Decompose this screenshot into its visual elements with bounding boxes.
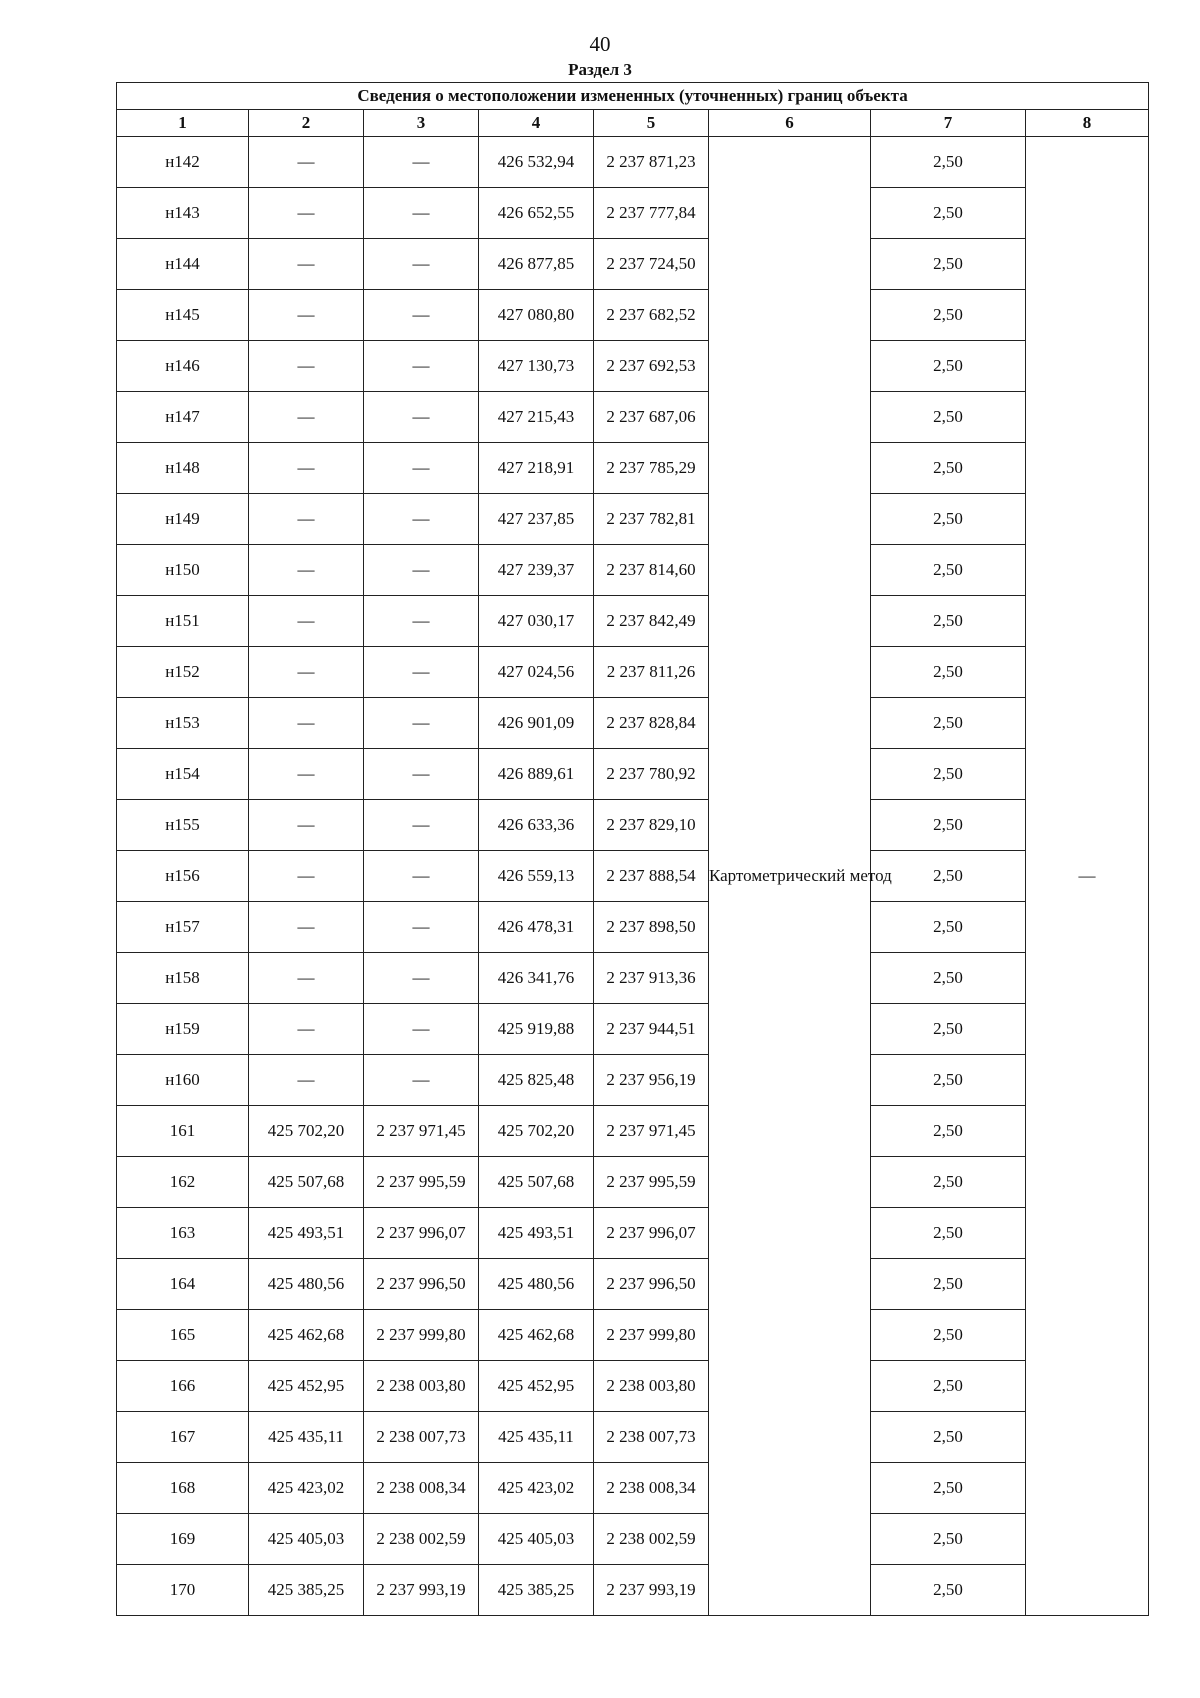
cell-point: н160 [117, 1055, 249, 1106]
cell-y: 2 237 956,19 [594, 1055, 709, 1106]
cell-x: 426 633,36 [479, 800, 594, 851]
cell-x: 425 825,48 [479, 1055, 594, 1106]
cell-x: 425 702,20 [479, 1106, 594, 1157]
column-header: 7 [871, 110, 1026, 137]
cell-x: 426 559,13 [479, 851, 594, 902]
cell-x: 426 877,85 [479, 239, 594, 290]
cell-x: 427 215,43 [479, 392, 594, 443]
cell-accuracy: 2,50 [871, 1259, 1026, 1310]
cell-y: 2 237 780,92 [594, 749, 709, 800]
cell-old-x: — [249, 851, 364, 902]
cell-old-x: — [249, 749, 364, 800]
cell-point: 164 [117, 1259, 249, 1310]
cell-accuracy: 2,50 [871, 1412, 1026, 1463]
cell-x: 425 452,95 [479, 1361, 594, 1412]
cell-old-y: — [364, 902, 479, 953]
cell-y: 2 237 842,49 [594, 596, 709, 647]
cell-accuracy: 2,50 [871, 290, 1026, 341]
section-title: Раздел 3 [568, 60, 632, 79]
cell-old-y: 2 238 008,34 [364, 1463, 479, 1514]
cell-accuracy: 2,50 [871, 188, 1026, 239]
table-row [117, 1565, 1149, 1616]
table-row [117, 851, 1149, 902]
table-row [117, 902, 1149, 953]
cell-y: 2 237 996,07 [594, 1208, 709, 1259]
cell-y: 2 237 777,84 [594, 188, 709, 239]
cell-y: 2 237 811,26 [594, 647, 709, 698]
cell-old-x: — [249, 800, 364, 851]
table-body [117, 137, 1149, 1616]
cell-old-y: — [364, 494, 479, 545]
cell-accuracy: 2,50 [871, 494, 1026, 545]
cell-accuracy: 2,50 [871, 1208, 1026, 1259]
table-row [117, 1463, 1149, 1514]
cell-old-x: 425 385,25 [249, 1565, 364, 1616]
cell-y: 2 237 829,10 [594, 800, 709, 851]
cell-point: н142 [117, 137, 249, 188]
cell-accuracy: 2,50 [871, 1463, 1026, 1514]
cell-old-x: — [249, 239, 364, 290]
cell-x: 427 218,91 [479, 443, 594, 494]
cell-x: 426 532,94 [479, 137, 594, 188]
cell-y: 2 238 002,59 [594, 1514, 709, 1565]
cell-point: н152 [117, 647, 249, 698]
cell-x: 427 030,17 [479, 596, 594, 647]
cell-accuracy: 2,50 [871, 392, 1026, 443]
cell-point: н143 [117, 188, 249, 239]
cell-accuracy: 2,50 [871, 1514, 1026, 1565]
cell-old-y: — [364, 1055, 479, 1106]
cell-point: 169 [117, 1514, 249, 1565]
cell-col8: — [1026, 137, 1149, 1616]
cell-old-x: — [249, 596, 364, 647]
cell-old-y: 2 237 971,45 [364, 1106, 479, 1157]
cell-y: 2 237 888,54 [594, 851, 709, 902]
cell-y: 2 237 782,81 [594, 494, 709, 545]
cell-old-y: — [364, 443, 479, 494]
cell-old-y: 2 237 996,50 [364, 1259, 479, 1310]
cell-accuracy: 2,50 [871, 749, 1026, 800]
table-row [117, 137, 1149, 188]
cell-point: н153 [117, 698, 249, 749]
cell-x: 426 889,61 [479, 749, 594, 800]
cell-old-y: — [364, 239, 479, 290]
table-row [117, 443, 1149, 494]
table-row [117, 1412, 1149, 1463]
cell-accuracy: 2,50 [871, 341, 1026, 392]
cell-point: н158 [117, 953, 249, 1004]
cell-accuracy: 2,50 [871, 953, 1026, 1004]
cell-accuracy: 2,50 [871, 1310, 1026, 1361]
cell-point: н145 [117, 290, 249, 341]
cell-point: н159 [117, 1004, 249, 1055]
cell-old-y: — [364, 290, 479, 341]
table-row [117, 290, 1149, 341]
cell-accuracy: 2,50 [871, 1157, 1026, 1208]
cell-x: 427 130,73 [479, 341, 594, 392]
cell-accuracy: 2,50 [871, 851, 1026, 902]
table-row [117, 1157, 1149, 1208]
column-header: 8 [1026, 110, 1149, 137]
table-row [117, 1106, 1149, 1157]
cell-x: 425 493,51 [479, 1208, 594, 1259]
cell-old-x: — [249, 443, 364, 494]
table-row [117, 188, 1149, 239]
cell-point: н146 [117, 341, 249, 392]
cell-y: 2 237 785,29 [594, 443, 709, 494]
cell-old-x: — [249, 1055, 364, 1106]
cell-old-y: — [364, 188, 479, 239]
cell-x: 425 507,68 [479, 1157, 594, 1208]
table-row [117, 953, 1149, 1004]
cell-accuracy: 2,50 [871, 902, 1026, 953]
cell-y: 2 237 995,59 [594, 1157, 709, 1208]
cell-x: 426 652,55 [479, 188, 594, 239]
table-row [117, 1259, 1149, 1310]
cell-accuracy: 2,50 [871, 647, 1026, 698]
cell-old-y: 2 237 999,80 [364, 1310, 479, 1361]
cell-y: 2 237 898,50 [594, 902, 709, 953]
cell-point: н157 [117, 902, 249, 953]
cell-accuracy: 2,50 [871, 698, 1026, 749]
table-row [117, 800, 1149, 851]
column-header: 3 [364, 110, 479, 137]
table-row [117, 1310, 1149, 1361]
cell-y: 2 237 871,23 [594, 137, 709, 188]
cell-point: н156 [117, 851, 249, 902]
cell-old-y: — [364, 749, 479, 800]
coordinates-table [116, 82, 1149, 1616]
cell-x: 427 024,56 [479, 647, 594, 698]
cell-point: 163 [117, 1208, 249, 1259]
table-row [117, 596, 1149, 647]
cell-y: 2 238 008,34 [594, 1463, 709, 1514]
cell-y: 2 237 996,50 [594, 1259, 709, 1310]
cell-old-x: 425 702,20 [249, 1106, 364, 1157]
cell-accuracy: 2,50 [871, 443, 1026, 494]
cell-old-x: 425 423,02 [249, 1463, 364, 1514]
cell-x: 426 478,31 [479, 902, 594, 953]
cell-old-y: — [364, 647, 479, 698]
cell-x: 425 480,56 [479, 1259, 594, 1310]
column-number-row [117, 110, 1149, 137]
cell-y: 2 237 687,06 [594, 392, 709, 443]
cell-old-y: — [364, 800, 479, 851]
cell-x: 427 080,80 [479, 290, 594, 341]
cell-y: 2 237 993,19 [594, 1565, 709, 1616]
cell-point: 161 [117, 1106, 249, 1157]
column-header: 2 [249, 110, 364, 137]
column-header: 1 [117, 110, 249, 137]
cell-y: 2 238 007,73 [594, 1412, 709, 1463]
cell-point: 168 [117, 1463, 249, 1514]
cell-y: 2 238 003,80 [594, 1361, 709, 1412]
cell-old-x: 425 435,11 [249, 1412, 364, 1463]
cell-x: 426 341,76 [479, 953, 594, 1004]
cell-accuracy: 2,50 [871, 137, 1026, 188]
cell-y: 2 237 828,84 [594, 698, 709, 749]
cell-old-y: — [364, 596, 479, 647]
table-caption: Сведения о местоположении измененных (уточненных) границ объекта [117, 83, 1149, 110]
column-header: 6 [709, 110, 871, 137]
cell-old-y: 2 237 996,07 [364, 1208, 479, 1259]
cell-point: н147 [117, 392, 249, 443]
cell-x: 425 385,25 [479, 1565, 594, 1616]
cell-old-y: — [364, 1004, 479, 1055]
cell-y: 2 237 944,51 [594, 1004, 709, 1055]
cell-old-y: 2 237 995,59 [364, 1157, 479, 1208]
cell-old-y: — [364, 851, 479, 902]
cell-y: 2 237 814,60 [594, 545, 709, 596]
column-header: 5 [594, 110, 709, 137]
cell-accuracy: 2,50 [871, 1004, 1026, 1055]
cell-old-x: — [249, 545, 364, 596]
table-row [117, 698, 1149, 749]
cell-y: 2 237 724,50 [594, 239, 709, 290]
cell-x: 425 919,88 [479, 1004, 594, 1055]
cell-point: н154 [117, 749, 249, 800]
cell-old-x: — [249, 953, 364, 1004]
cell-old-y: — [364, 137, 479, 188]
cell-old-x: — [249, 902, 364, 953]
cell-accuracy: 2,50 [871, 1106, 1026, 1157]
cell-point: н151 [117, 596, 249, 647]
cell-y: 2 237 913,36 [594, 953, 709, 1004]
cell-y: 2 237 999,80 [594, 1310, 709, 1361]
table-row [117, 1004, 1149, 1055]
cell-point: н150 [117, 545, 249, 596]
cell-x: 427 239,37 [479, 545, 594, 596]
cell-old-x: 425 405,03 [249, 1514, 364, 1565]
table-row [117, 749, 1149, 800]
cell-old-y: — [364, 545, 479, 596]
cell-old-x: — [249, 494, 364, 545]
table-row [117, 1361, 1149, 1412]
table-row [117, 341, 1149, 392]
cell-old-y: 2 238 007,73 [364, 1412, 479, 1463]
cell-x: 425 423,02 [479, 1463, 594, 1514]
cell-accuracy: 2,50 [871, 800, 1026, 851]
cell-old-x: — [249, 341, 364, 392]
cell-accuracy: 2,50 [871, 1565, 1026, 1616]
cell-old-x: 425 507,68 [249, 1157, 364, 1208]
cell-old-x: — [249, 290, 364, 341]
cell-point: н144 [117, 239, 249, 290]
cell-accuracy: 2,50 [871, 1055, 1026, 1106]
cell-old-x: — [249, 392, 364, 443]
cell-y: 2 237 682,52 [594, 290, 709, 341]
table-row [117, 647, 1149, 698]
cell-old-y: 2 237 993,19 [364, 1565, 479, 1616]
cell-old-x: 425 452,95 [249, 1361, 364, 1412]
cell-old-x: — [249, 698, 364, 749]
cell-old-y: — [364, 953, 479, 1004]
cell-accuracy: 2,50 [871, 545, 1026, 596]
cell-old-x: 425 480,56 [249, 1259, 364, 1310]
table-row [117, 392, 1149, 443]
cell-point: 167 [117, 1412, 249, 1463]
cell-old-x: — [249, 188, 364, 239]
cell-point: н155 [117, 800, 249, 851]
cell-x: 425 435,11 [479, 1412, 594, 1463]
cell-accuracy: 2,50 [871, 239, 1026, 290]
cell-x: 425 405,03 [479, 1514, 594, 1565]
cell-point: 165 [117, 1310, 249, 1361]
cell-old-y: — [364, 698, 479, 749]
cell-point: н149 [117, 494, 249, 545]
cell-accuracy: 2,50 [871, 596, 1026, 647]
cell-x: 427 237,85 [479, 494, 594, 545]
page-number: 40 [589, 32, 611, 56]
cell-point: 170 [117, 1565, 249, 1616]
cell-old-x: — [249, 647, 364, 698]
cell-method: Картометрический метод [709, 137, 871, 1616]
table-row [117, 1208, 1149, 1259]
cell-old-y: 2 238 002,59 [364, 1514, 479, 1565]
cell-old-x: 425 462,68 [249, 1310, 364, 1361]
cell-old-y: — [364, 392, 479, 443]
table-row [117, 1055, 1149, 1106]
column-header: 4 [479, 110, 594, 137]
cell-point: 166 [117, 1361, 249, 1412]
cell-accuracy: 2,50 [871, 1361, 1026, 1412]
cell-y: 2 237 692,53 [594, 341, 709, 392]
cell-y: 2 237 971,45 [594, 1106, 709, 1157]
table-row [117, 239, 1149, 290]
cell-x: 426 901,09 [479, 698, 594, 749]
cell-old-y: — [364, 341, 479, 392]
cell-old-x: — [249, 1004, 364, 1055]
table-row [117, 545, 1149, 596]
cell-old-x: — [249, 137, 364, 188]
cell-x: 425 462,68 [479, 1310, 594, 1361]
table-row [117, 1514, 1149, 1565]
table-row [117, 494, 1149, 545]
cell-old-y: 2 238 003,80 [364, 1361, 479, 1412]
cell-point: 162 [117, 1157, 249, 1208]
cell-point: н148 [117, 443, 249, 494]
cell-old-x: 425 493,51 [249, 1208, 364, 1259]
